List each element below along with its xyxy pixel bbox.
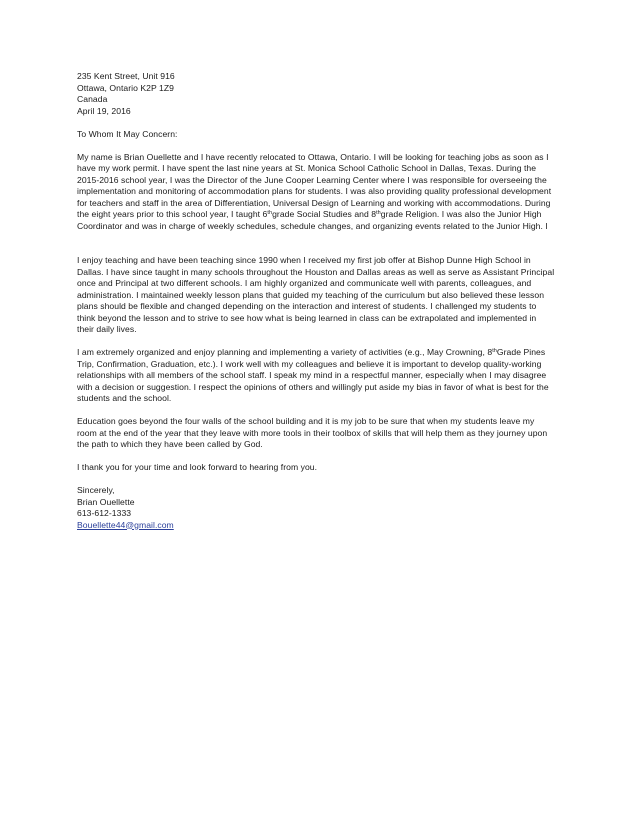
paragraph-text: Grade Pines Trip, Confirmation, Graduation, etc.). I work well with my colleagues and believe it is important to develop quality-working relationships with all members of the school staff. I speak my mind in a respectful manner, especially when I may disagree with a decision or suggestion. I respect the opinions of others and willingly put aside my bias in favor of what is best for the students and the school. <box>77 347 549 403</box>
superscript: th <box>492 347 497 354</box>
paragraph-text: My name is Brian Ouellette and I have recently relocated to Ottawa, Ontario. I will be looking for teaching jobs as soon as I have my work permit. I have spent the last nine years at St. Monica School Catholic School in Dallas, Texas. During the 2015-2016 school year, I was the Director of the June Cooper Learning Center where I was responsible for overseeing the implementation and monitoring of accommodation plans for students. I was also providing quality professional development for teachers and staff in the area of Differentiation, Universal Design of Learning and working with accommodations. During the eight years prior to this school year, I taught 6 <box>77 151 552 219</box>
letter-date: April 19, 2016 <box>77 105 131 116</box>
paragraph-organization <box>77 347 555 405</box>
signer-name: Brian Ouellette <box>77 496 135 507</box>
phone-number: 613-612-1333 <box>77 508 132 518</box>
superscript: th <box>267 209 273 216</box>
paragraph-introduction <box>77 152 555 233</box>
street-address: 235 Kent Street, Unit 916 <box>77 71 175 81</box>
salutation: To Whom It May Concern: <box>77 128 178 139</box>
paragraph-thanks: I thank you for your time and look forward to hearing from you. <box>77 462 318 472</box>
sender-address-block <box>77 71 555 117</box>
paragraph-text: grade Social Studies and 8 <box>272 209 377 219</box>
superscript: th <box>376 209 381 216</box>
email-link[interactable]: Bouellette44@gmail.com <box>77 519 174 530</box>
paragraph-text: grade Religion. I was also the Junior High Coordinator and was in charge of weekly schedules, schedule changes, and organizing events related to the Junior High. I <box>77 209 548 231</box>
cover-letter <box>77 71 555 531</box>
country: Canada <box>77 94 108 104</box>
city-postal: Ottawa, Ontario K2P 1Z9 <box>77 82 175 93</box>
closing-block <box>77 485 555 531</box>
paragraph-experience: I enjoy teaching and have been teaching since 1990 when I received my first job offer at Bishop Dunne High School in Dallas. I have since taught in many schools throughout the Houston and Dallas areas as well as serve as Assistant Principal once and Principal at two different schools. I am highly organized and communicate well with parents, colleagues, and administration. I maintained weekly lesson plans that guided my teaching of the curriculum but also believed these lesson plans should be flexible and changed depending on the interaction and interest of students. I challenged my students to think beyond the lesson and to strive to see how what is being learned in class can be extrapolated and implemented in their daily lives. <box>77 255 555 334</box>
paragraph-philosophy: Education goes beyond the four walls of the school building and it is my job to be sure that when my students leave my room at the end of the year that they leave with more tools in their toolbox of skills that will help them as they journey upon the path to which they have been called by God. <box>77 416 548 449</box>
paragraph-text: I am extremely organized and enjoy planning and implementing a variety of activities (e.g., May Crowning, 8 <box>77 347 493 357</box>
valediction: Sincerely, <box>77 485 115 495</box>
